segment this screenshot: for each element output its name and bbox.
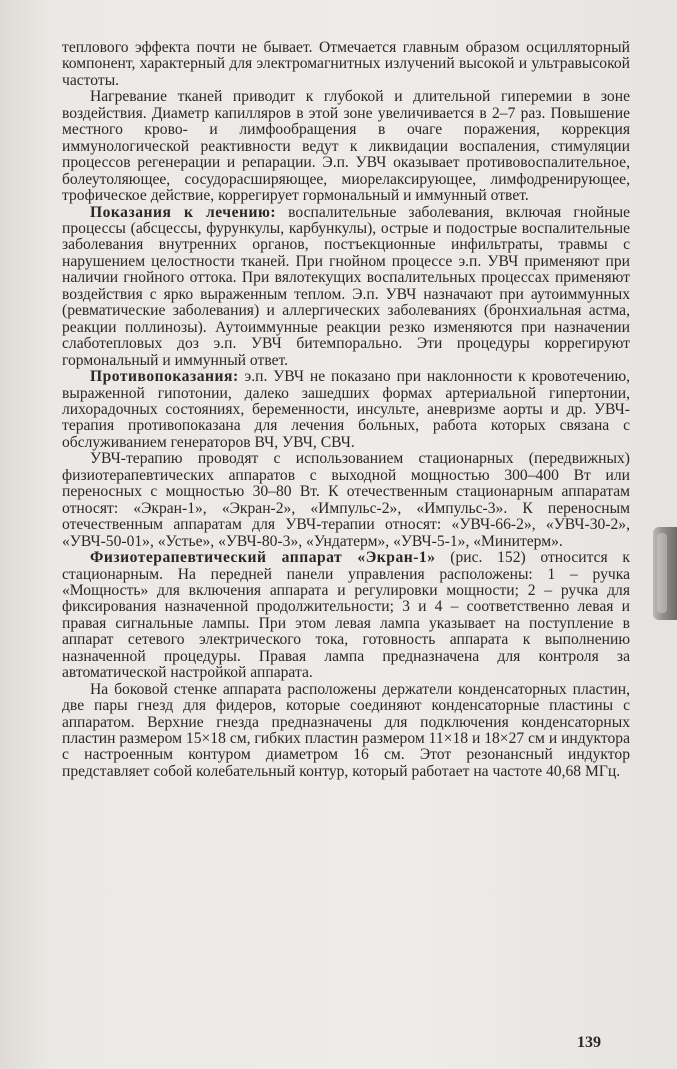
- contraindications-text: э.п. УВЧ не показано при наклонности к кровотечению, выраженной гипотонии, далеко зашедших формах артериальной гипертонии, лихорадочных состояниях, беременности, инсульте, аневризме аорты и др. УВЧ-терапия противопоказана для лечения больных, работа которых связана с обслуживанием генераторов ВЧ, УВЧ, СВЧ.: [62, 368, 631, 451]
- page-edge-tab: [653, 527, 677, 620]
- heading-indications: Показания к лечению:: [90, 203, 277, 221]
- heading-contraindications: Противопоказания:: [90, 368, 239, 386]
- paragraph-side-panel: На боковой стенке аппарата расположены держатели конденсаторных пластин, две пары гнезд для фидеров, которые соединяют конденсаторные пластины с аппаратом. Верхние гнезда предназначены для подключения конденсаторных пластин размером 15×18 см, гибких пластин размером 11×18 и 18×27 см и индуктора с настроенным контуром диаметром 16 см. Этот резонансный индуктор представляет собой колебательный контур, который работает на частоте 40,68 МГц.: [62, 680, 630, 780]
- indications-text: воспалительные заболевания, включая гнойные процессы (абсцессы, фурункулы, карбункулы), острые и подострые воспалительные заболевания внутренних органов, постъекционные инфильтраты, травмы с нарушением целостности тканей. При гнойном процессе э.п. УВЧ применяют при наличии гнойного оттока. При вялотекущих воспалительных процессах применяют воздействия с ярко выраженным теплом. Э.п. УВЧ назначают при аутоиммунных (ревматические заболевания) и аллергических заболеваниях (бронхиальная астма, реакции поллинозы). Аутоиммунные реакции резко изменяются при назначении слаботепловых доз э.п. УВЧ битемпорально. Эти процедуры коррегируют гормональный и иммунный ответ.: [62, 203, 630, 369]
- page-number: 139: [577, 1034, 601, 1051]
- paragraph-2: Нагревание тканей приводит к глубокой и длительной гиперемии в зоне воздействия. Диаметр капилляров в этой зоне увеличивается в 2–7 раз. Повышение местного крово- и лимфообращения в очаге поражения, коррекция иммунологической реактивности ведут к ликвидации воспаления, стимуляции процессов регенерации и репарации. Э.п. УВЧ оказывает противовоспалительное, болеутоляющее, сосудорасширяющее, миорелаксирующее, лимфодренирующее, трофическое действие, коррегирует гормональный и иммунный ответ.: [62, 88, 630, 205]
- paragraph-devices: УВЧ-терапию проводят с использованием стационарных (передвижных) физиотерапевтических аппаратов с выходной мощностью 300–400 Вт или переносных с мощностью 30–80 Вт. К отечественным стационарным аппаратам относят: «Экран-1», «Экран-2», «Импульс-2», «Импульс-3». К переносным отечественным аппаратам для УВЧ-терапии относят: «УВЧ-66-2», «УВЧ-30-2», «УВЧ-50-01», «Устье», «УВЧ-80-3», «Ундатерм», «УВЧ-5-1», «Минитерм».: [62, 450, 630, 550]
- paragraph-indications: [62, 205, 630, 370]
- body-text: [62, 40, 630, 780]
- paragraph-contraindications: [62, 369, 630, 451]
- paragraph-ekran: [62, 550, 630, 682]
- device-text: (рис. 152) относится к стационарным. На передней панели управления расположены: 1 – ручка «Мощность» для включения аппарата и регулировки мощности; 2 – ручка для фиксирования назначенной продолжительности; 3 и 4 – соответственно левая и правая сигнальные лампы. При этом левая лампа указывает на поступление в аппарат сетевого электрического тока, готовность аппарата к выполнению назначенной процедуры. Правая лампа предназначена для контроля за автоматической настройкой аппарата.: [62, 549, 630, 682]
- tab-highlight: [657, 533, 667, 613]
- paragraph-1: теплового эффекта почти не бывает. Отмечается главным образом осцилляторный компонент, характерный для электромагнитных излучений высокой и ультравысокой частоты.: [62, 39, 630, 89]
- heading-device: Физиотерапевтический аппарат «Экран-1»: [90, 549, 436, 567]
